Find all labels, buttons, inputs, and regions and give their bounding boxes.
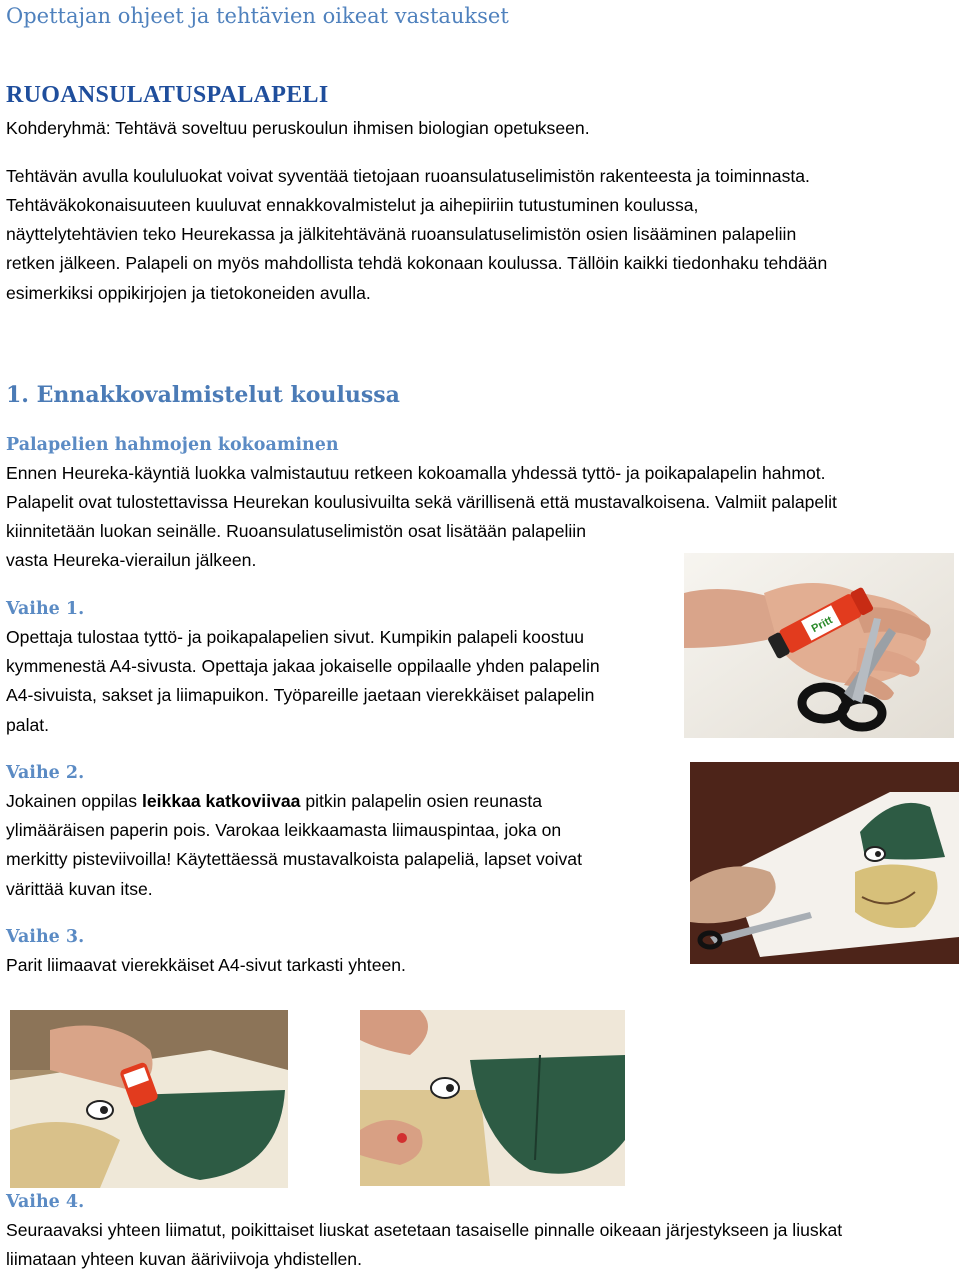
step-4-line: liimataan yhteen kuvan ääriviivoja yhdistellen. bbox=[6, 1249, 362, 1269]
step-1-line: A4-sivuista, sakset ja liimapuikon. Työpareille jaetaan vierekkäiset palapelin bbox=[6, 685, 595, 705]
assembled-puzzle-photo bbox=[360, 1010, 625, 1186]
step-1-line: palat. bbox=[6, 715, 50, 735]
section-line: Palapelit ovat tulostettavissa Heurekan koulusivuilta sekä värillisenä että mustavalkoisena. Valmiit palapelit bbox=[6, 492, 837, 512]
intro-line: esimerkiksi oppikirjojen ja tietokoneiden avulla. bbox=[6, 283, 371, 303]
glue-and-scissors-photo bbox=[684, 553, 954, 738]
intro-line: Tehtäväkokonaisuuteen kuuluvat ennakkovalmistelut ja aihepiiriin tutustuminen koulussa, bbox=[6, 195, 699, 215]
step-1-line: Opettaja tulostaa tyttö- ja poikapalapelien sivut. Kumpikin palapeli koostuu bbox=[6, 627, 585, 647]
step-3-line: Parit liimaavat vierekkäiset A4-sivut tarkasti yhteen. bbox=[6, 955, 406, 975]
step-2-line: värittää kuvan itse. bbox=[6, 879, 153, 899]
cutting-puzzle-photo bbox=[690, 762, 959, 964]
step-1-line: kymmenestä A4-sivusta. Opettaja jakaa jokaiselle oppilaalle yhden palapelin bbox=[6, 656, 600, 676]
step-2-line: merkitty pisteviivoilla! Käytettäessä mustavalkoista palapeliä, lapset voivat bbox=[6, 849, 582, 869]
gluing-photo bbox=[10, 1010, 288, 1188]
pritt-label: Pritt bbox=[809, 614, 835, 636]
section-line: kiinnitetään luokan seinälle. Ruoansulatuselimistön osat lisätään palapeliin bbox=[6, 521, 586, 541]
section-line: Ennen Heureka-käyntiä luokka valmistautuu retkeen kokoamalla yhdessä tyttö- ja poikapalapelin hahmot. bbox=[6, 463, 826, 483]
step-3-heading: Vaihe 3. bbox=[6, 927, 85, 947]
subsection-heading: Palapelien hahmojen kokoaminen bbox=[6, 435, 339, 455]
intro-line: Tehtävän avulla koululuokat voivat syventää tietojaan ruoansulatuselimistön rakenteesta ja toiminnasta. bbox=[6, 166, 810, 186]
step-4-line: Seuraavaksi yhteen liimatut, poikittaiset liuskat asetetaan tasaiselle pinnalle oikeaan järjestykseen ja liuskat bbox=[6, 1220, 843, 1240]
step-1-heading: Vaihe 1. bbox=[6, 599, 85, 619]
target-group-text: Kohderyhmä: Tehtävä soveltuu peruskoulun ihmisen biologian opetukseen. bbox=[6, 118, 590, 138]
step-4-heading: Vaihe 4. bbox=[6, 1192, 85, 1212]
page-top-title: Opettajan ohjeet ja tehtävien oikeat vastaukset bbox=[6, 4, 509, 28]
section-heading: 1. Ennakkovalmistelut koulussa bbox=[6, 382, 400, 408]
section-line: vasta Heureka-vierailun jälkeen. bbox=[6, 550, 257, 570]
intro-line: näyttelytehtävien teko Heurekassa ja jälkitehtävänä ruoansulatuselimistön osien lisääminen palapeliin bbox=[6, 224, 797, 244]
step-2-line: Jokainen oppilas leikkaa katkoviivaa pitkin palapelin osien reunasta bbox=[6, 791, 543, 811]
intro-line: retken jälkeen. Palapeli on myös mahdollista tehdä kokonaan koulussa. Tällöin kaikki tiedonhaku tehdään bbox=[6, 253, 828, 273]
step-2-line: ylimääräisen paperin pois. Varokaa leikkaamasta liimauspintaa, joka on bbox=[6, 820, 562, 840]
document-title: RUOANSULATUSPALAPELI bbox=[6, 82, 329, 108]
emphasis-text: leikkaa katkoviivaa bbox=[141, 791, 301, 811]
step-2-heading: Vaihe 2. bbox=[6, 763, 85, 783]
